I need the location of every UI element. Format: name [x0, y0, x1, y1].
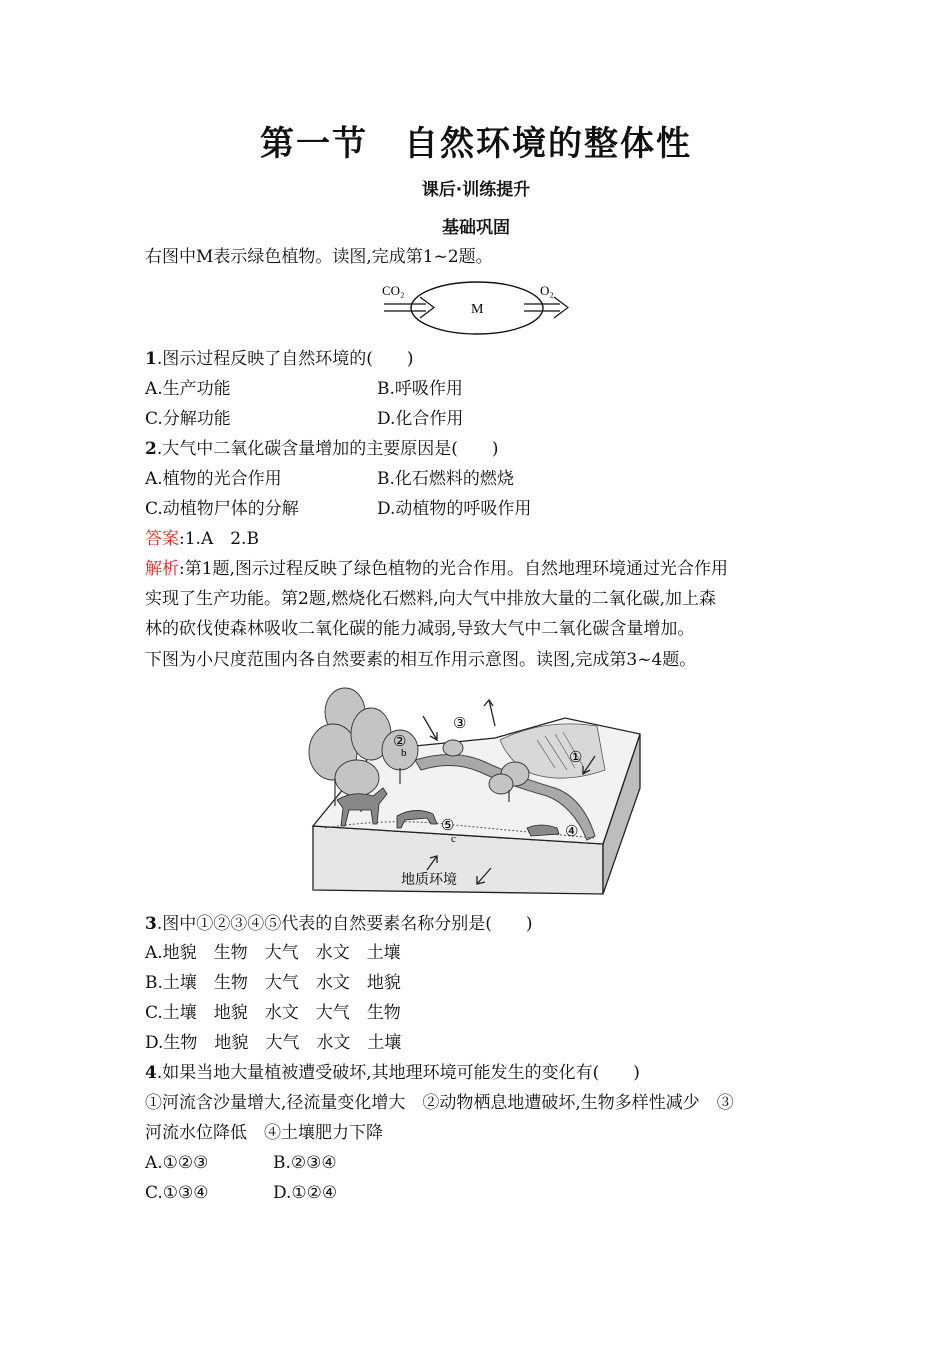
- q2-option-d: D.动植物的呼吸作用: [377, 499, 532, 519]
- analysis-line-2: 实现了生产功能。第2题,燃烧化石燃料,向大气中排放大量的二氧化碳,加上森: [145, 589, 717, 609]
- photosynthesis-diagram: [380, 280, 575, 342]
- q1-option-a: A.生产功能: [145, 379, 231, 399]
- question-3: 3.图中①②③④⑤代表的自然要素名称分别是( ): [145, 914, 533, 934]
- question-4: 4.如果当地大量植被遭受破坏,其地理环境可能发生的变化有( ): [145, 1063, 640, 1083]
- section-heading: 基础巩固: [442, 218, 510, 238]
- q3-option-d: D.生物 地貌 大气 水文 土壤: [145, 1033, 402, 1053]
- letter-c: c: [451, 833, 456, 845]
- analysis-line-3: 林的砍伐使森林吸收二氧化碳的能力减弱,导致大气中二氧化碳含量增加。: [145, 619, 695, 639]
- page-title: 第一节 自然环境的整体性: [260, 124, 692, 164]
- q4-option-a: A.①②③: [145, 1153, 209, 1173]
- o2-label: O₂: [540, 283, 554, 298]
- q4-option-b: B.②③④: [273, 1153, 337, 1173]
- mark-1: ①: [569, 750, 583, 766]
- analysis-line-1: 解析:第1题,图示过程反映了绿色植物的光合作用。自然地理环境通过光合作用: [145, 559, 728, 579]
- q4-option-d: D.①②④: [273, 1183, 338, 1203]
- analysis-label: 解析: [145, 559, 179, 579]
- q4-items-line-1: ①河流含沙量增大,径流量变化增大 ②动物栖息地遭破坏,生物多样性减少 ③: [145, 1093, 734, 1113]
- mark-4: ④: [565, 824, 579, 840]
- q3-option-b: B.土壤 生物 大气 水文 地貌: [145, 973, 401, 993]
- q2-option-c: C.动植物尸体的分解: [145, 499, 299, 519]
- q1-option-b: B.呼吸作用: [377, 379, 463, 399]
- answer-line: 答案:1.A 2.B: [145, 529, 259, 549]
- q3-option-a: A.地貌 生物 大气 水文 土壤: [145, 943, 401, 963]
- q4-items-line-2: 河流水位降低 ④土壤肥力下降: [145, 1123, 383, 1143]
- q2-option-a: A.植物的光合作用: [145, 469, 282, 489]
- q1-option-c: C.分解功能: [145, 409, 231, 429]
- letter-b: b: [401, 747, 407, 759]
- m-label: M: [471, 302, 484, 317]
- q4-option-c: C.①③④: [145, 1183, 209, 1203]
- geology-caption: 地质环境: [401, 873, 457, 888]
- question-1: 1.图示过程反映了自然环境的( ): [145, 349, 414, 369]
- q1-option-d: D.化合作用: [377, 409, 464, 429]
- intro-q1-2: 右图中M表示绿色植物。读图,完成第1~2题。: [145, 247, 493, 267]
- q3-option-c: C.土壤 地貌 水文 大气 生物: [145, 1003, 401, 1023]
- answer-label: 答案: [145, 529, 179, 549]
- mark-3: ③: [453, 716, 467, 732]
- question-2: 2.大气中二氧化碳含量增加的主要原因是( ): [145, 439, 499, 459]
- q2-option-b: B.化石燃料的燃烧: [377, 469, 514, 489]
- intro-q3-4: 下图为小尺度范围内各自然要素的相互作用示意图。读图,完成第3~4题。: [145, 650, 697, 670]
- page-subtitle: 课后·训练提升: [421, 180, 531, 200]
- landscape-diagram: [305, 678, 645, 898]
- mark-5: ⑤: [441, 818, 455, 834]
- mark-2: ②: [393, 734, 407, 750]
- co2-label: CO₂: [382, 283, 405, 298]
